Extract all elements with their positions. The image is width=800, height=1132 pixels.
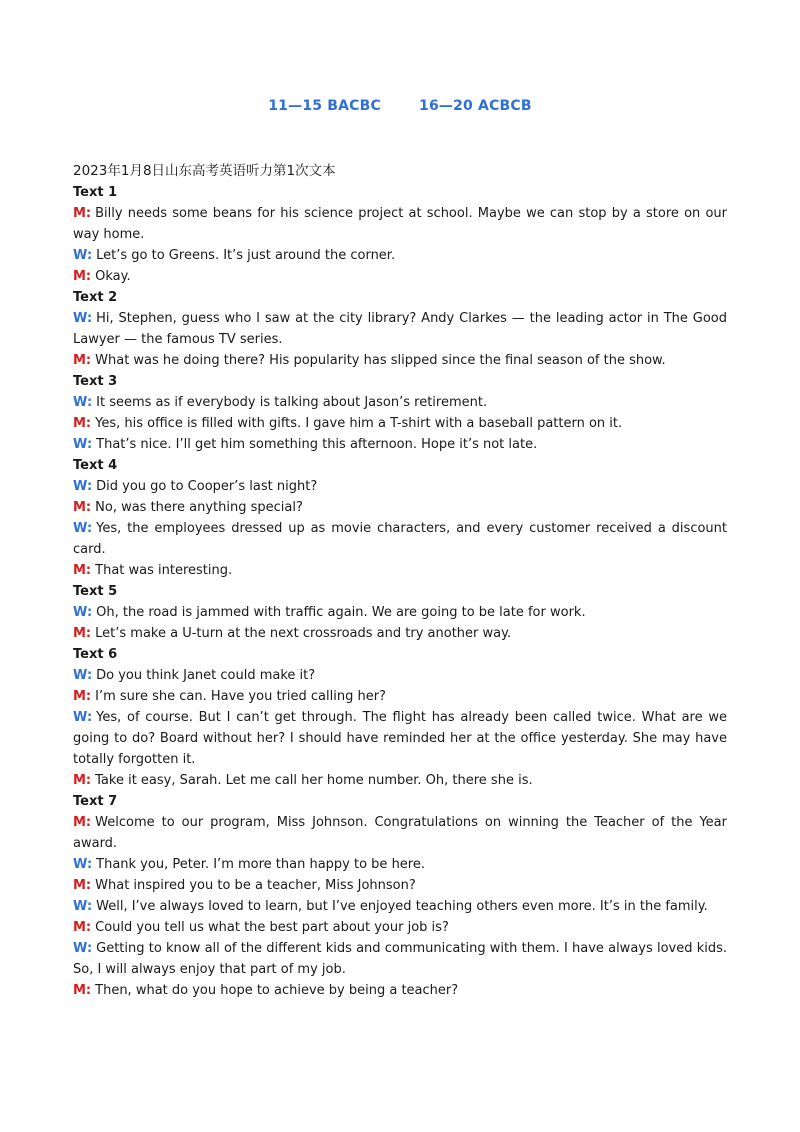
dialogue-line	[73, 896, 727, 917]
dialogue-text: What inspired you to be a teacher, Miss Johnson?	[95, 878, 416, 893]
dialogue-line	[73, 497, 727, 518]
dialogue-line	[73, 980, 727, 1001]
speaker-woman: W:	[73, 395, 93, 410]
section-title-text-7: Text 7	[73, 794, 118, 809]
dialogue-line	[73, 392, 727, 413]
speaker-woman: W:	[73, 710, 93, 725]
speaker-man: M:	[73, 920, 92, 935]
dialogue-text: Thank you, Peter. I’m more than happy to be here.	[96, 857, 425, 872]
speaker-woman: W:	[73, 899, 93, 914]
speaker-woman: W:	[73, 479, 93, 494]
dialogue-text: Yes, his office is filled with gifts. I gave him a T-shirt with a baseball pattern on it.	[95, 416, 623, 431]
dialogue-text: Billy needs some beans for his science project at school. Maybe we can stop by a store on our way home.	[73, 206, 727, 242]
dialogue-text: Let’s go to Greens. It’s just around the corner.	[96, 248, 396, 263]
speaker-woman: W:	[73, 311, 93, 326]
dialogue-text: Okay.	[95, 269, 131, 284]
section-title-text-5: Text 5	[73, 584, 118, 599]
dialogue-line	[73, 875, 727, 896]
speaker-man: M:	[73, 983, 92, 998]
speaker-woman: W:	[73, 248, 93, 263]
speaker-woman: W:	[73, 437, 93, 452]
dialogue-text: What was he doing there? His popularity has slipped since the final season of the show.	[95, 353, 666, 368]
section-title-text-4: Text 4	[73, 458, 118, 473]
speaker-man: M:	[73, 500, 92, 515]
dialogue-text: Do you think Janet could make it?	[96, 668, 316, 683]
dialogue-line	[73, 560, 727, 581]
speaker-man: M:	[73, 773, 92, 788]
dialogue-line	[73, 938, 727, 980]
speaker-man: M:	[73, 353, 92, 368]
dialogue-line	[73, 476, 727, 497]
speaker-man: M:	[73, 563, 92, 578]
dialogue-text: That was interesting.	[95, 563, 233, 578]
dialogue-line	[73, 518, 727, 560]
dialogue-text: Hi, Stephen, guess who I saw at the city library? Andy Clarkes — the leading actor in The Good Lawyer — the famous TV series.	[73, 311, 727, 347]
speaker-man: M:	[73, 206, 92, 221]
dialogue-text: Could you tell us what the best part about your job is?	[95, 920, 449, 935]
dialogue-text: Yes, the employees dressed up as movie characters, and every customer received a discount card.	[73, 521, 727, 557]
answer-key-group-2: 16—20 ACBCB	[419, 98, 532, 114]
speaker-man: M:	[73, 815, 92, 830]
speaker-woman: W:	[73, 857, 93, 872]
dialogue-line	[73, 434, 727, 455]
answer-key	[0, 98, 800, 114]
dialogue-line	[73, 266, 727, 287]
dialogue-text: That’s nice. I’ll get him something this afternoon. Hope it’s not late.	[96, 437, 538, 452]
dialogue-line	[73, 623, 727, 644]
section-title-text-2: Text 2	[73, 290, 118, 305]
dialogue-text: Let’s make a U-turn at the next crossroads and try another way.	[95, 626, 512, 641]
speaker-man: M:	[73, 878, 92, 893]
section-title-text-3: Text 3	[73, 374, 118, 389]
dialogue-line	[73, 707, 727, 770]
dialogue-text: Getting to know all of the different kids and communicating with them. I have always loved kids. So, I will always enjoy that part of my job.	[73, 941, 727, 977]
dialogue-text: Oh, the road is jammed with traffic again. We are going to be late for work.	[96, 605, 586, 620]
dialogue-line	[73, 686, 727, 707]
dialogue-line	[73, 413, 727, 434]
dialogue-text: I’m sure she can. Have you tried calling her?	[95, 689, 386, 704]
speaker-man: M:	[73, 416, 92, 431]
dialogue-text: Well, I’ve always loved to learn, but I’ve enjoyed teaching others even more. It’s in the family.	[96, 899, 708, 914]
dialogue-line	[73, 854, 727, 875]
dialogue-text: Did you go to Cooper’s last night?	[96, 479, 318, 494]
transcript	[73, 161, 727, 1001]
dialogue-text: Welcome to our program, Miss Johnson. Congratulations on winning the Teacher of the Year award.	[73, 815, 727, 851]
speaker-woman: W:	[73, 668, 93, 683]
dialogue-text: No, was there anything special?	[95, 500, 303, 515]
dialogue-text: Take it easy, Sarah. Let me call her home number. Oh, there she is.	[95, 773, 533, 788]
section-title-text-1: Text 1	[73, 185, 118, 200]
dialogue-line	[73, 812, 727, 854]
speaker-woman: W:	[73, 605, 93, 620]
dialogue-text: Then, what do you hope to achieve by being a teacher?	[95, 983, 459, 998]
speaker-man: M:	[73, 689, 92, 704]
dialogue-line	[73, 245, 727, 266]
dialogue-line	[73, 770, 727, 791]
dialogue-text: Yes, of course. But I can’t get through. The flight has already been called twice. What are we going to do? Board without her? I should have reminded her at the office yesterday. She may have totally forgotten it.	[73, 710, 727, 767]
dialogue-line	[73, 350, 727, 371]
dialogue-line	[73, 665, 727, 686]
speaker-woman: W:	[73, 521, 93, 536]
answer-key-group-1: 11—15 BACBC	[268, 98, 381, 114]
dialogue-line	[73, 203, 727, 245]
dialogue-text: It seems as if everybody is talking about Jason’s retirement.	[96, 395, 488, 410]
section-title-text-6: Text 6	[73, 647, 118, 662]
speaker-man: M:	[73, 626, 92, 641]
dialogue-line	[73, 602, 727, 623]
dialogue-line	[73, 917, 727, 938]
speaker-man: M:	[73, 269, 92, 284]
speaker-woman: W:	[73, 941, 93, 956]
document-title: 2023年1月8日山东高考英语听力第1次文本	[73, 163, 336, 179]
dialogue-line	[73, 308, 727, 350]
